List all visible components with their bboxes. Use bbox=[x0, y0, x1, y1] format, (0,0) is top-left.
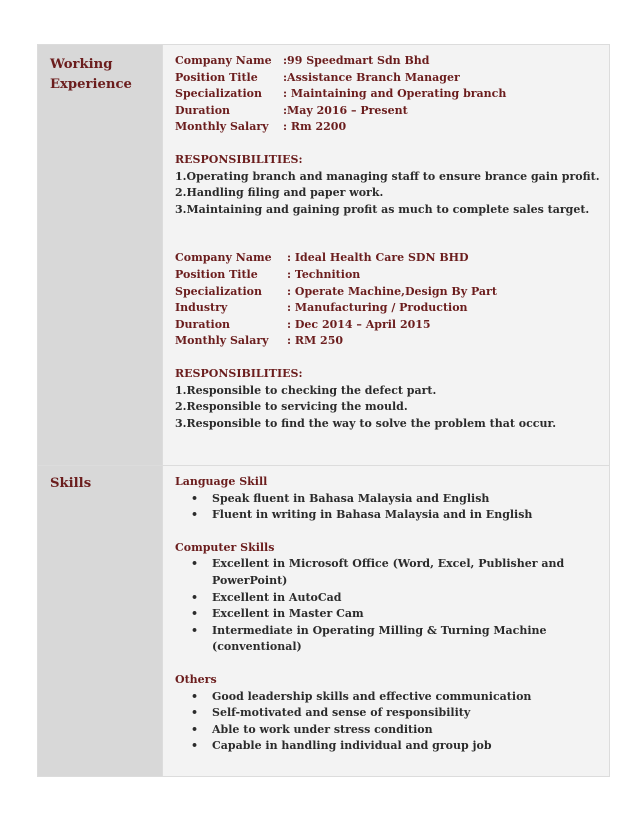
job2-field-row: Position Title : Technition bbox=[175, 267, 361, 281]
working-experience-content bbox=[163, 45, 610, 466]
job1-field-row: Duration :May 2016 – Present bbox=[175, 103, 408, 117]
skill-list bbox=[175, 689, 599, 755]
responsibility-line: 3.Maintaining and gaining profit as much to complete sales target. bbox=[175, 202, 590, 216]
bullet-icon: • bbox=[191, 739, 199, 753]
bullet-icon: • bbox=[191, 722, 199, 736]
skill-group-title: Computer Skills bbox=[175, 540, 275, 554]
job1-field-row: Specialization : Maintaining and Operating branch bbox=[175, 87, 507, 101]
skills-label: Skills bbox=[50, 476, 92, 491]
bullet-icon: • bbox=[191, 706, 199, 720]
skill-list bbox=[175, 491, 599, 524]
list-item: • Good leadership skills and effective communication bbox=[191, 689, 599, 706]
job1-field-row: Company Name :99 Speedmart Sdn Bhd bbox=[175, 54, 430, 67]
responsibility-line: 2.Handling filing and paper work. bbox=[175, 186, 384, 200]
list-item: • Excellent in Master Cam bbox=[191, 606, 599, 623]
job2-field-row: Company Name : Ideal Health Care SDN BHD bbox=[175, 251, 469, 265]
responsibility-line: 1.Responsible to checking the defect part. bbox=[175, 383, 437, 397]
working-experience-row bbox=[38, 45, 610, 466]
responsibilities-heading: RESPONSIBILITIES: bbox=[175, 152, 303, 166]
responsibility-line: 2.Responsible to servicing the mould. bbox=[175, 400, 408, 414]
job2-field-row: Specialization : Operate Machine,Design By Part bbox=[175, 284, 497, 298]
list-item: • Fluent in writing in Bahasa Malaysia and in English bbox=[191, 507, 599, 524]
bullet-icon: • bbox=[191, 590, 199, 604]
list-item: • Self-motivated and sense of responsibility bbox=[191, 705, 599, 722]
skill-group-title: Others bbox=[175, 672, 217, 686]
job2-field-row: Monthly Salary : RM 250 bbox=[175, 334, 343, 348]
responsibility-line: 3.Responsible to find the way to solve the problem that occur. bbox=[175, 416, 557, 430]
list-item: • Able to work under stress condition bbox=[191, 722, 599, 739]
resume-table bbox=[37, 44, 610, 777]
job-entry-1 bbox=[175, 53, 599, 218]
working-experience-label-cell bbox=[38, 45, 163, 466]
job1-field-row: Monthly Salary : Rm 2200 bbox=[175, 120, 347, 134]
responsibilities-heading: RESPONSIBILITIES: bbox=[175, 366, 303, 380]
resume-page bbox=[37, 44, 607, 777]
skills-content bbox=[163, 466, 610, 777]
job-entry-2 bbox=[175, 250, 599, 432]
list-item: • Intermediate in Operating Milling & Turning Machine (conventional) bbox=[191, 623, 547, 654]
bullet-icon: • bbox=[191, 557, 199, 571]
bullet-icon: • bbox=[191, 491, 199, 505]
working-experience-label: Working Experience bbox=[50, 57, 132, 92]
job2-field-row: Duration : Dec 2014 – April 2015 bbox=[175, 317, 431, 331]
bullet-icon: • bbox=[191, 689, 199, 703]
list-item: • Excellent in AutoCad bbox=[191, 590, 599, 607]
bullet-icon: • bbox=[191, 508, 199, 522]
bullet-icon: • bbox=[191, 607, 199, 621]
list-item: • Excellent in Microsoft Office (Word, Excel, Publisher and PowerPoint) bbox=[191, 557, 565, 587]
bullet-icon: • bbox=[191, 623, 199, 637]
list-item: • Capable in handling individual and group job bbox=[191, 738, 599, 755]
skills-label-cell bbox=[38, 466, 163, 777]
list-item: • Speak fluent in Bahasa Malaysia and English bbox=[191, 491, 599, 508]
skills-row bbox=[38, 466, 610, 777]
skill-group-title: Language Skill bbox=[175, 475, 268, 488]
skill-list bbox=[175, 556, 599, 656]
responsibility-line: 1.Operating branch and managing staff to ensure brance gain profit. bbox=[175, 169, 600, 183]
job2-field-row: Industry : Manufacturing / Production bbox=[175, 301, 468, 315]
job1-field-row: Position Title :Assistance Branch Manager bbox=[175, 70, 460, 84]
